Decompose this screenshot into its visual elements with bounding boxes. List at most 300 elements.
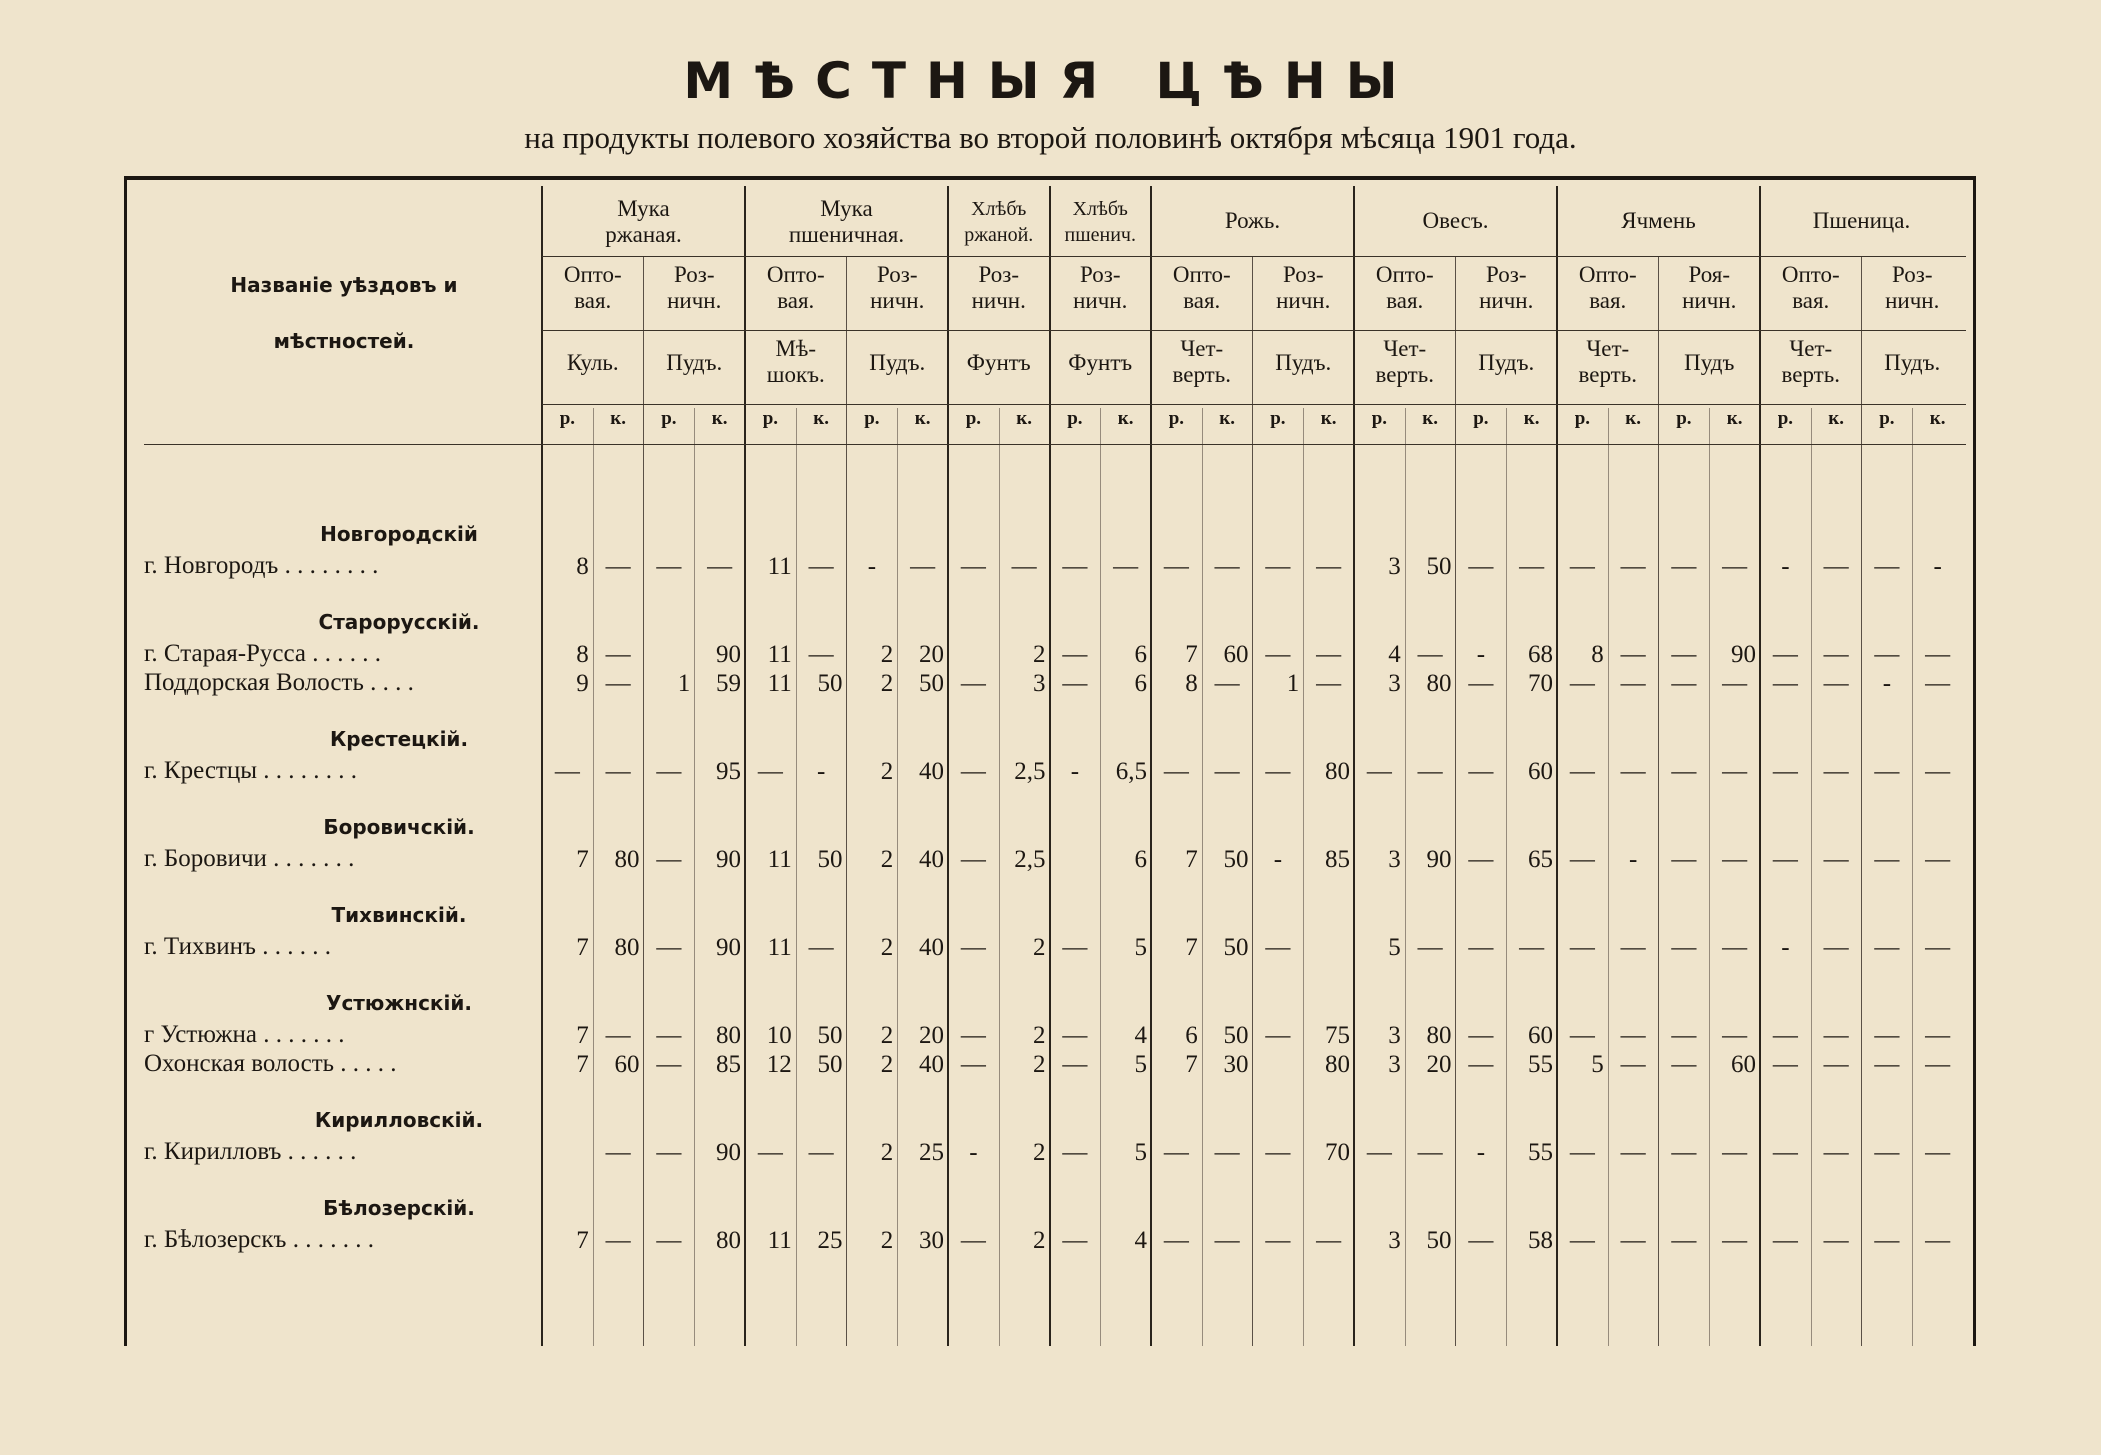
table-cell: — — [656, 1051, 682, 1078]
ruble-kopek-divider — [1912, 408, 1913, 1346]
table-cell: 70 — [1528, 670, 1553, 697]
table-cell: 6 — [1134, 670, 1147, 697]
table-cell: — — [1722, 1227, 1748, 1254]
table-cell: 2,5 — [1014, 846, 1046, 873]
table-cell: - — [1933, 553, 1942, 580]
table-cell: 2 — [1033, 1227, 1046, 1254]
table-cell: 7 — [576, 846, 589, 873]
table-cell: 25 — [817, 1227, 843, 1254]
table-cell: — — [1062, 670, 1088, 697]
sub-column-header: Роз- — [978, 262, 1019, 287]
table-cell: 2 — [880, 758, 894, 785]
table-cell: — — [1366, 1139, 1392, 1166]
kopek-label: к. — [813, 408, 829, 429]
table-cell: — — [1823, 1139, 1849, 1166]
table-cell: — — [1468, 934, 1494, 961]
table-cell: — — [808, 934, 834, 961]
table-cell: 7 — [576, 934, 589, 961]
table-cell: — — [1468, 1227, 1494, 1254]
table-cell: — — [1265, 1139, 1291, 1166]
table-cell: — — [1874, 641, 1900, 668]
table-cell: 20 — [1426, 1051, 1452, 1078]
table-cell: 80 — [716, 1022, 741, 1049]
table-cell: 68 — [1528, 641, 1553, 668]
product-header: Мука — [617, 196, 670, 221]
ruble-kopek-divider — [1709, 408, 1710, 1346]
kopek-label: к. — [1726, 408, 1743, 429]
table-cell: 80 — [1426, 1022, 1452, 1049]
table-cell: 2 — [880, 1227, 894, 1254]
table-cell: 5 — [1388, 934, 1401, 961]
table-cell: — — [1468, 1051, 1494, 1078]
sub-column-header: ничн. — [971, 288, 1026, 313]
table-cell: 50 — [1223, 1022, 1249, 1049]
place-name: г. Тихвинъ . . . . . . — [144, 933, 331, 960]
sub-column-header: Опто- — [1781, 262, 1840, 287]
kopek-label: к. — [1016, 408, 1032, 429]
table-cell: — — [1468, 1022, 1494, 1049]
sub-column-header: ничн. — [1276, 288, 1331, 313]
table-cell: 6,5 — [1115, 758, 1147, 785]
district-name: Устюжнскій. — [326, 991, 472, 1015]
table-cell: 2 — [1033, 1139, 1046, 1166]
table-cell: 8 — [576, 641, 589, 668]
table-cell: 90 — [716, 1139, 741, 1166]
ruble-label: р. — [1168, 408, 1185, 429]
table-cell: 80 — [614, 934, 640, 961]
sub-column-header: вая. — [1183, 288, 1221, 313]
header-rule — [542, 404, 1966, 405]
table-cell: 5 — [1134, 1139, 1147, 1166]
table-cell: — — [960, 1022, 986, 1049]
table-cell: — — [1519, 553, 1545, 580]
ruble-kopek-divider — [1506, 408, 1507, 1346]
page-subtitle: на продукты полевого хозяйства во второй половинѣ октября мѣсяца 1901 года. — [524, 120, 1577, 155]
table-cell: — — [1620, 1139, 1646, 1166]
table-cell: — — [960, 670, 986, 697]
table-cell — [1253, 1050, 1304, 1080]
table-cell: — — [1823, 1022, 1849, 1049]
header-rule — [542, 256, 1966, 257]
table-cell: — — [1925, 1139, 1951, 1166]
ruble-label: р. — [1473, 408, 1489, 429]
sub-column-header: Роя- — [1688, 262, 1731, 287]
table-cell: 40 — [919, 846, 944, 873]
table-cell: — — [1113, 553, 1139, 580]
ruble-label: р. — [559, 408, 576, 429]
kopek-label: к. — [610, 408, 626, 429]
table-cell: 60 — [614, 1051, 640, 1078]
table-cell: — — [1620, 758, 1646, 785]
table-cell: 80 — [614, 846, 640, 873]
table-cell: — — [707, 553, 733, 580]
table-cell: — — [1925, 641, 1951, 668]
ruble-label: р. — [965, 408, 982, 429]
sub-column-header: вая. — [574, 288, 612, 313]
table-cell: — — [1620, 641, 1646, 668]
unit-label: верть. — [1781, 362, 1840, 387]
ruble-kopek-divider — [1811, 408, 1812, 1346]
table-cell: 3 — [1388, 1227, 1401, 1254]
table-cell: 2 — [1033, 1022, 1046, 1049]
table-cell: — — [1671, 934, 1697, 961]
table-cell: — — [1163, 758, 1189, 785]
table-cell: — — [1823, 1227, 1849, 1254]
table-cell: — — [960, 846, 986, 873]
table-cell: — — [605, 1139, 631, 1166]
sub-column-header: Опто- — [766, 262, 825, 287]
table-cell: — — [1772, 846, 1798, 873]
table-cell: - — [1781, 934, 1790, 961]
table-cell: 11 — [767, 846, 792, 873]
table-cell: - — [816, 758, 826, 785]
table-cell: 6 — [1185, 1022, 1198, 1049]
table-cell: 2 — [880, 846, 894, 873]
unit-label: верть. — [1578, 362, 1637, 387]
table-cell: 50 — [1223, 934, 1249, 961]
table-cell: 6 — [1134, 641, 1147, 668]
table-cell: 95 — [716, 758, 741, 785]
kopek-label: к. — [711, 408, 728, 429]
unit-label: Чет- — [1383, 336, 1427, 361]
table-cell: — — [1417, 934, 1443, 961]
table-cell: 3 — [1388, 1051, 1401, 1078]
table-cell: — — [1468, 553, 1494, 580]
table-cell: 7 — [576, 1022, 589, 1049]
table-cell: — — [1620, 1227, 1646, 1254]
table-cell: 55 — [1528, 1051, 1553, 1078]
table-cell: 7 — [576, 1227, 589, 1254]
kopek-label: к. — [1320, 408, 1337, 429]
kopek-label: к. — [1929, 408, 1946, 429]
table-cell: — — [960, 1227, 986, 1254]
table-cell: — — [1316, 641, 1342, 668]
kopek-label: к. — [914, 408, 931, 429]
table-cell: — — [1671, 670, 1697, 697]
table-cell: — — [1163, 553, 1189, 580]
table-cell: — — [1722, 934, 1748, 961]
table-cell: — — [1569, 934, 1595, 961]
table-cell: 7 — [1185, 846, 1198, 873]
table-cell: — — [1214, 670, 1240, 697]
table-cell: 50 — [817, 1051, 843, 1078]
table-cell: 60 — [1223, 641, 1249, 668]
district-name: Новгородскій — [320, 522, 478, 546]
district-name: Кирилловскій. — [314, 1108, 484, 1132]
sub-column-header: вая. — [1589, 288, 1627, 313]
table-cell: — — [1671, 1227, 1697, 1254]
table-cell: — — [1722, 846, 1748, 873]
table-cell: 40 — [919, 1051, 944, 1078]
district-name: Крестецкій. — [329, 727, 469, 751]
table-cell: 50 — [817, 846, 843, 873]
product-header: пшенич. — [1064, 224, 1136, 246]
table-cell: — — [1874, 1227, 1900, 1254]
table-cell: - — [1476, 1139, 1486, 1166]
table-cell: — — [1062, 641, 1088, 668]
table-cell: - — [1476, 641, 1486, 668]
table-cell: — — [1214, 1227, 1240, 1254]
table-cell — [1303, 933, 1354, 963]
unit-label: Фунтъ — [1068, 350, 1133, 375]
table-cell: — — [1062, 1051, 1088, 1078]
table-cell: — — [1468, 846, 1494, 873]
place-name: г. Кирилловъ . . . . . . — [144, 1138, 357, 1165]
table-cell: — — [605, 758, 631, 785]
ruble-kopek-divider — [999, 408, 1000, 1346]
table-cell: — — [1062, 553, 1088, 580]
table-cell: — — [1671, 1051, 1697, 1078]
table-cell: — — [1671, 1022, 1697, 1049]
table-cell: 60 — [1528, 1022, 1553, 1049]
table-cell: 90 — [1731, 641, 1756, 668]
table-cell: - — [969, 1139, 978, 1166]
table-cell: — — [1214, 553, 1240, 580]
kopek-label: к. — [1523, 408, 1540, 429]
table-cell: — — [1620, 934, 1646, 961]
ruble-label: р. — [1879, 408, 1895, 429]
table-cell: — — [1620, 670, 1646, 697]
unit-label: Фунтъ — [966, 350, 1031, 375]
table-cell: — — [1620, 1022, 1646, 1049]
table-cell: — — [1671, 553, 1697, 580]
table-left-rule — [124, 176, 127, 1346]
table-cell: 75 — [1325, 1022, 1350, 1049]
table-cell: 11 — [767, 553, 792, 580]
table-cell: 11 — [767, 641, 792, 668]
table-cell: 2 — [1033, 641, 1046, 668]
table-cell: — — [605, 670, 631, 697]
table-cell: 6 — [1134, 846, 1147, 873]
table-cell: — — [1620, 553, 1646, 580]
table-cell: 7 — [576, 1051, 589, 1078]
ruble-label: р. — [1371, 408, 1388, 429]
table-cell: 7 — [1185, 641, 1198, 668]
table-cell: — — [1874, 1051, 1900, 1078]
table-cell: 4 — [1388, 641, 1401, 668]
table-cell: — — [605, 1227, 631, 1254]
place-name: г. Боровичи . . . . . . . — [144, 845, 355, 872]
district-name: Старорусскій. — [318, 610, 480, 634]
table-cell: 3 — [1388, 846, 1401, 873]
table-cell: — — [1671, 758, 1697, 785]
table-cell: — — [1163, 1139, 1189, 1166]
page-title: МѢСТНЫЯ ЦѢНЫ — [683, 52, 1418, 110]
table-cell: — — [960, 553, 986, 580]
sub-column-header: Опто- — [1578, 262, 1637, 287]
table-cell: 90 — [716, 846, 741, 873]
table-cell: — — [808, 641, 834, 668]
table-cell: — — [1569, 758, 1595, 785]
table-cell: — — [1062, 1227, 1088, 1254]
ruble-label: р. — [1574, 408, 1591, 429]
table-cell: 60 — [1731, 1051, 1756, 1078]
table-cell: — — [1772, 758, 1798, 785]
table-cell: — — [656, 758, 682, 785]
table-cell: - — [1781, 553, 1790, 580]
table-cell: — — [1823, 758, 1849, 785]
table-cell: 80 — [1325, 758, 1350, 785]
table-cell: 65 — [1528, 846, 1553, 873]
table-cell — [948, 640, 999, 670]
table-cell: 2 — [1033, 1051, 1046, 1078]
sub-column-header: Роз- — [1486, 262, 1527, 287]
table-cell: — — [1874, 1022, 1900, 1049]
table-cell: 1 — [677, 670, 691, 697]
product-header: Овесъ. — [1422, 208, 1489, 233]
table-cell: — — [1214, 1139, 1240, 1166]
sub-column-header: вая. — [777, 288, 815, 313]
table-cell: 85 — [1325, 846, 1350, 873]
table-cell: 3 — [1388, 553, 1401, 580]
ruble-label: р. — [1067, 408, 1083, 429]
table-cell: — — [1722, 758, 1748, 785]
unit-label: Пудъ. — [1275, 350, 1332, 375]
table-cell: 2 — [880, 641, 894, 668]
place-name: г. Крестцы . . . . . . . . — [144, 757, 358, 784]
sub-column-header: вая. — [1386, 288, 1424, 313]
unit-label: Пудъ. — [1884, 350, 1941, 375]
table-cell: — — [656, 934, 682, 961]
unit-label: верть. — [1172, 362, 1231, 387]
unit-label: Чет- — [1180, 336, 1224, 361]
table-cell: — — [1671, 846, 1697, 873]
table-cell: — — [1823, 934, 1849, 961]
table-cell: 90 — [1426, 846, 1452, 873]
unit-label: Пудъ. — [1478, 350, 1535, 375]
table-cell: — — [1265, 1227, 1291, 1254]
table-cell: — — [1823, 553, 1849, 580]
table-cell: — — [656, 1227, 682, 1254]
place-name: Охонская волость . . . . . — [144, 1050, 397, 1077]
table-cell: 40 — [919, 758, 944, 785]
table-cell: — — [1772, 1227, 1798, 1254]
table-cell: — — [1874, 1139, 1900, 1166]
table-cell: — — [1163, 1227, 1189, 1254]
table-cell: - — [1070, 758, 1080, 785]
table-cell: 50 — [817, 670, 843, 697]
table-cell: 2 — [1033, 934, 1046, 961]
header-rule — [144, 444, 1966, 445]
sub-column-header: ничн. — [667, 288, 722, 313]
table-cell: 1 — [1286, 670, 1300, 697]
table-cell: — — [1265, 1022, 1291, 1049]
unit-label: верть. — [1375, 362, 1434, 387]
table-cell: — — [554, 758, 580, 785]
table-cell: — — [1671, 641, 1697, 668]
sub-column-header: Опто- — [563, 262, 622, 287]
table-cell: — — [1722, 670, 1748, 697]
table-cell: 20 — [919, 641, 944, 668]
unit-label: Куль. — [566, 350, 619, 375]
table-cell: 11 — [767, 934, 792, 961]
ruble-label: р. — [762, 408, 779, 429]
table-cell: — — [910, 553, 936, 580]
table-cell: - — [1628, 846, 1638, 873]
table-cell: 58 — [1528, 1227, 1553, 1254]
table-cell: — — [757, 1139, 783, 1166]
product-header: Хлѣбъ — [971, 198, 1027, 220]
table-cell: — — [808, 553, 834, 580]
place-name: г. Новгородъ . . . . . . . . — [144, 552, 379, 579]
table-cell: 90 — [716, 934, 741, 961]
table-cell: — — [1925, 758, 1951, 785]
table-cell: - — [867, 553, 877, 580]
table-cell: — — [656, 553, 682, 580]
place-name: г Устюжна . . . . . . . — [144, 1021, 345, 1048]
table-cell: — — [1772, 641, 1798, 668]
table-cell: — — [1722, 553, 1748, 580]
unit-label: Пудъ. — [869, 350, 926, 375]
price-table — [124, 176, 1976, 1346]
product-header: ржаной. — [964, 224, 1034, 246]
table-cell: — — [1316, 553, 1342, 580]
table-cell: — — [605, 641, 631, 668]
table-cell: 11 — [767, 1227, 792, 1254]
table-cell: — — [1569, 670, 1595, 697]
table-cell: 8 — [576, 553, 589, 580]
table-cell: — — [1671, 1139, 1697, 1166]
table-cell: 10 — [766, 1022, 792, 1049]
table-cell: — — [960, 758, 986, 785]
kopek-label: к. — [1422, 408, 1438, 429]
table-cell: — — [1265, 641, 1291, 668]
table-cell: — — [1874, 553, 1900, 580]
ruble-kopek-divider — [1100, 408, 1101, 1346]
table-cell: 12 — [766, 1051, 792, 1078]
table-cell: 4 — [1134, 1227, 1147, 1254]
table-cell: — — [656, 1139, 682, 1166]
table-cell: 85 — [716, 1051, 741, 1078]
sub-column-header: ничн. — [1885, 288, 1940, 313]
table-cell: 4 — [1134, 1022, 1147, 1049]
name-column-header: мѣстностей. — [273, 329, 415, 353]
table-cell: 2 — [880, 1051, 894, 1078]
sub-column-header: Опто- — [1172, 262, 1231, 287]
table-cell: 60 — [1528, 758, 1553, 785]
product-header: пшеничная. — [788, 222, 905, 247]
ruble-kopek-divider — [1608, 408, 1609, 1346]
table-cell: 25 — [919, 1139, 944, 1166]
ruble-kopek-divider — [897, 408, 898, 1346]
table-right-rule — [1973, 176, 1976, 1346]
table-cell: — — [656, 846, 682, 873]
table-cell: — — [1722, 1022, 1748, 1049]
place-name: Поддорская Волость . . . . — [144, 669, 414, 696]
table-cell: — — [1925, 1227, 1951, 1254]
table-cell: 40 — [919, 934, 944, 961]
table-cell: 50 — [1223, 846, 1249, 873]
table-cell: 5 — [1134, 1051, 1147, 1078]
table-cell: 3 — [1388, 670, 1401, 697]
table-cell: — — [1011, 553, 1037, 580]
table-cell: 2 — [880, 934, 894, 961]
unit-label: Чет- — [1586, 336, 1630, 361]
unit-label: шокъ. — [766, 362, 825, 387]
ruble-label: р. — [1270, 408, 1286, 429]
sub-column-header: вая. — [1792, 288, 1830, 313]
kopek-label: к. — [1625, 408, 1641, 429]
table-cell: — — [1823, 641, 1849, 668]
unit-label: Пудъ. — [666, 350, 723, 375]
table-cell: — — [1772, 670, 1798, 697]
table-cell: 90 — [716, 641, 741, 668]
table-cell: 9 — [576, 670, 589, 697]
table-cell: — — [1214, 758, 1240, 785]
table-cell: - — [1882, 670, 1892, 697]
ruble-kopek-divider — [1303, 408, 1304, 1346]
table-cell: 80 — [716, 1227, 741, 1254]
